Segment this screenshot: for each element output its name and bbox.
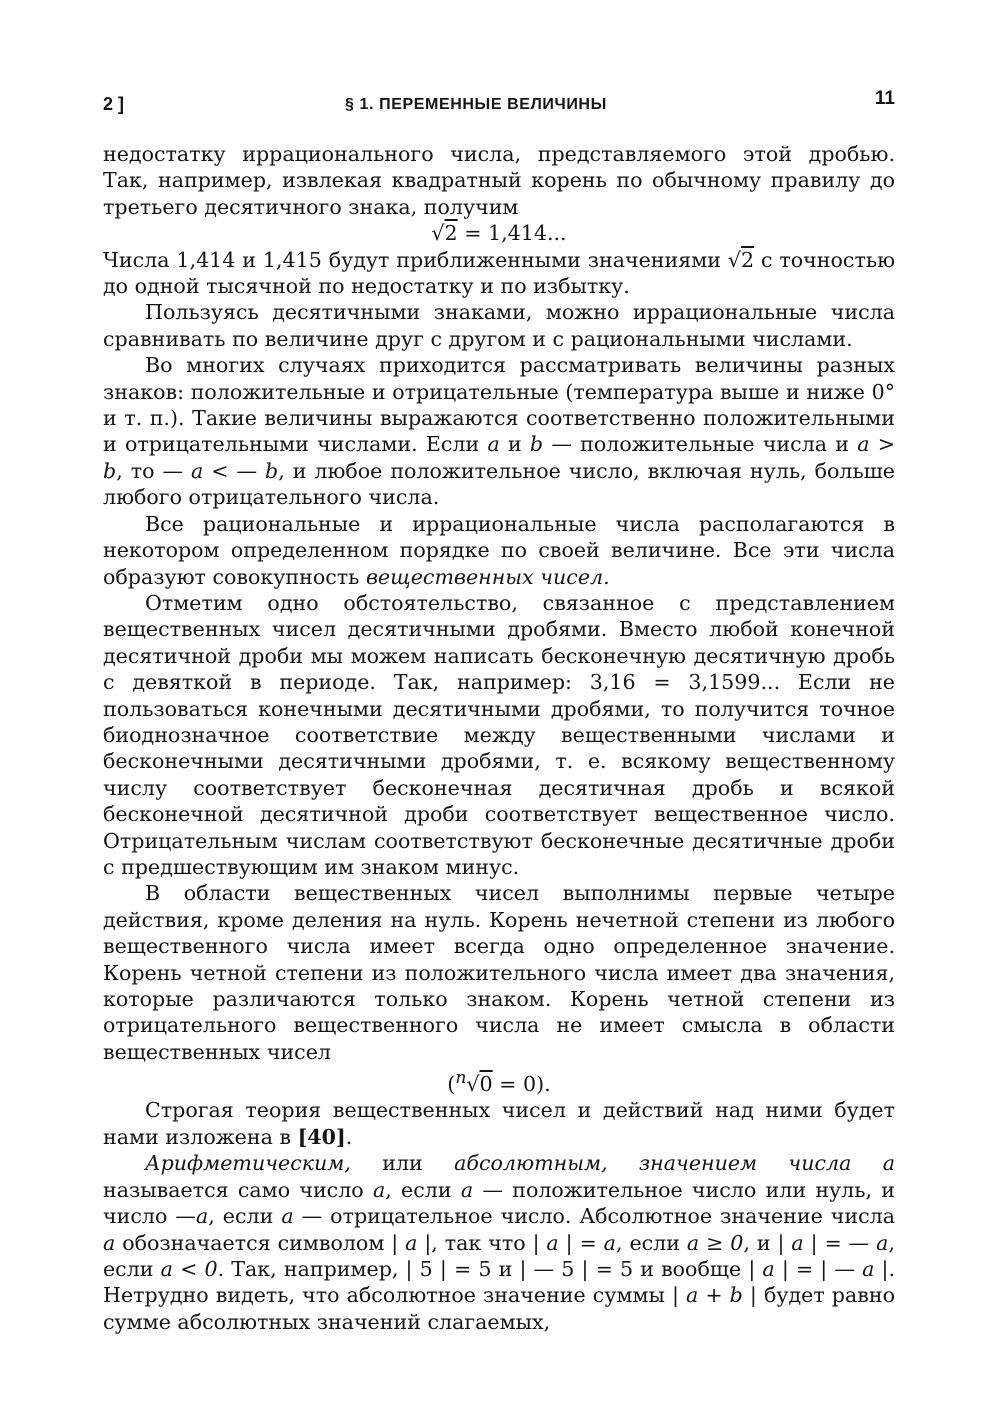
p9-text-j: , и <box>743 1230 778 1255</box>
formula-nth-root-radicand: 0 <box>479 1072 493 1097</box>
paragraph-7 <box>103 880 895 1065</box>
p9-math-neg-a: —a <box>175 1204 209 1229</box>
paragraph-4 <box>103 352 895 510</box>
paragraph-7-text: В области вещественных чисел выполнимы первые четыре действия, кроме деления на нуль. Корень нечетной степени из любого вещественного числа имеет всегда одно определенное значение. Корень четной степени из положительного числа имеет два значения, которые различаются только знаком. Корень четной степени из отрицательного вещественного числа не имеет смысла в области вещественных чисел <box>103 881 895 1064</box>
page-number: 11 <box>874 88 895 109</box>
paragraph-5-text: Все рациональные и иррациональные числа располагаются в некотором определенном порядке по своей величине. Все эти числа образуют совокупность <box>103 511 895 589</box>
formula-sqrt2-value: = 1,414... <box>464 221 567 246</box>
paragraph-2-text-b: с точностью до одной тысячной по недостатку и по избытку. <box>103 247 895 299</box>
paragraph-8 <box>103 1097 895 1150</box>
formula-sqrt2-radicand: 2 <box>444 221 458 246</box>
p9-math-m2: a ≥ 0 <box>686 1230 744 1255</box>
p9-math-a2: a <box>460 1177 474 1202</box>
formula-nth-root: ($^n$√0 = 0). <box>447 1068 551 1097</box>
p9-math-m6: | a + b | <box>671 1283 757 1308</box>
math-b: b <box>529 432 544 457</box>
running-header <box>103 88 895 122</box>
math-a: a <box>487 432 500 457</box>
formula-open-paren: ( <box>447 1072 456 1097</box>
p9-text-n: будет равно сумме абсолютных значений слагаемых, <box>103 1283 895 1334</box>
section-marker: 2 ] <box>103 94 125 114</box>
paragraph-2-text-a: Числа 1,414 и 1,415 будут приближенными значениями <box>103 247 728 272</box>
paragraph-4-text-a: Во многих случаях приходится рассматривать величины разных знаков: положительные и отрицательные (температура выше и ниже 0° и т. п.). Такие величины выражаются соответственно положительными и отрицательными числами. Если <box>103 353 895 457</box>
paragraph-5 <box>103 511 895 590</box>
p9-text-c: , если <box>385 1177 461 1202</box>
term-real-numbers: вещественных чисел. <box>365 564 610 589</box>
p9-math-m1: | a | = a <box>532 1230 616 1255</box>
paragraph-1-text: недостатку иррационального числа, представляемого этой дробью. Так, например, извлекая квадратный корень по обычному правилу до третьего десятичного знака, получим <box>103 142 895 219</box>
p9-text-g: обозначается символом <box>115 1230 392 1255</box>
p9-math-m3: | a | = — a <box>777 1230 889 1255</box>
p9-math-a4: a <box>103 1230 116 1255</box>
paragraph-6 <box>103 590 895 880</box>
term-arithmetic: Арифметическим, <box>145 1151 351 1176</box>
p9-text-k: , если <box>103 1230 896 1281</box>
paragraph-2-radicand: 2 <box>740 247 755 272</box>
paragraph-9 <box>103 1150 895 1335</box>
p9-text-e: , если <box>208 1204 282 1229</box>
paragraph-6-text: Отметим одно обстоятельство, связанное с представлением вещественных чисел десятичными дробями. Вместо любой конечной десятичной дроби мы можем написать бесконечную десятичную дробь с девяткой в периоде. Так, например: 3,16 = 3,1599... Если не пользоваться конечными десятичными дробями, то получится точное биоднозначное соответствие между вещественными числами и бесконечными десятичными дробями, т. е. всякому вещественному числу соответствует бесконечная десятичная дробь и всякой бесконечной десятичной дроби соответствует вещественное число. Отрицательным числам соответствуют бесконечные десятичные дроби с предшествующим им знаком минус. <box>103 590 895 879</box>
paragraph-4-text-b: и <box>499 432 530 457</box>
paragraph-3 <box>103 299 895 352</box>
term-absolute-value: абсолютным, значением числа a <box>454 1151 895 1176</box>
p9-text-d: — положительное число или нуль, и число <box>103 1177 895 1229</box>
p9-text-i: , если <box>615 1230 687 1255</box>
formula-sqrt2: √2 = 1,414... <box>431 221 567 246</box>
p9-math-abs: | a | <box>391 1230 432 1255</box>
citation-ref: [40] <box>297 1124 346 1149</box>
p9-math-m4: a < 0 <box>160 1256 218 1281</box>
running-title: § 1. ПЕРЕМЕННЫЕ ВЕЛИЧИНЫ <box>345 96 607 113</box>
p9-text-m: . Нетрудно видеть, что абсолютное значение суммы <box>103 1256 895 1308</box>
paragraph-3-text: Пользуясь десятичными знаками, можно иррациональные числа сравнивать по величине друг с другом и с рациональными числами. <box>103 300 895 351</box>
formula-close-paren: ). <box>536 1072 551 1097</box>
p9-text-f: — отрицательное число. Абсолютное значение числа <box>293 1204 896 1229</box>
p9-math-a: a <box>372 1177 386 1202</box>
p9-math-m5: | a | = | — a | <box>748 1256 889 1281</box>
p9-text-b: называется само число <box>103 1177 373 1202</box>
p9-math-a3: a <box>281 1204 294 1229</box>
p9-text-l: . Так, например, | 5 | = 5 и | — 5 | = 5 и вообще <box>217 1256 749 1281</box>
body-text <box>103 141 895 1335</box>
paragraph-8-text: Строгая теория вещественных чисел и действий над ними будет нами изложена в <box>103 1098 895 1149</box>
math-inequality-2: — a < — b <box>162 458 279 483</box>
paragraph-1 <box>103 141 895 220</box>
formula-root-index: n <box>455 1068 467 1089</box>
paragraph-2: Числа 1,414 и 1,415 будут приближенными значениями √2 с точностью до одной тысячной по недостатку и по избытку. <box>103 247 895 299</box>
paragraph-4-text-c: — положительные числа и <box>543 432 858 457</box>
formula-nth-root-value: = 0 <box>499 1072 537 1097</box>
math-inequality-1: a > b <box>103 432 895 483</box>
paragraph-4-text-d: , то <box>116 458 163 483</box>
paragraph-4-text-e: , и любое положительное число, включая нуль, больше любого отрицательного числа. <box>103 458 895 510</box>
paragraph-8-end: . <box>345 1124 353 1149</box>
p9-text-h: , так что <box>431 1230 533 1255</box>
p9-text-a: или <box>350 1151 455 1176</box>
